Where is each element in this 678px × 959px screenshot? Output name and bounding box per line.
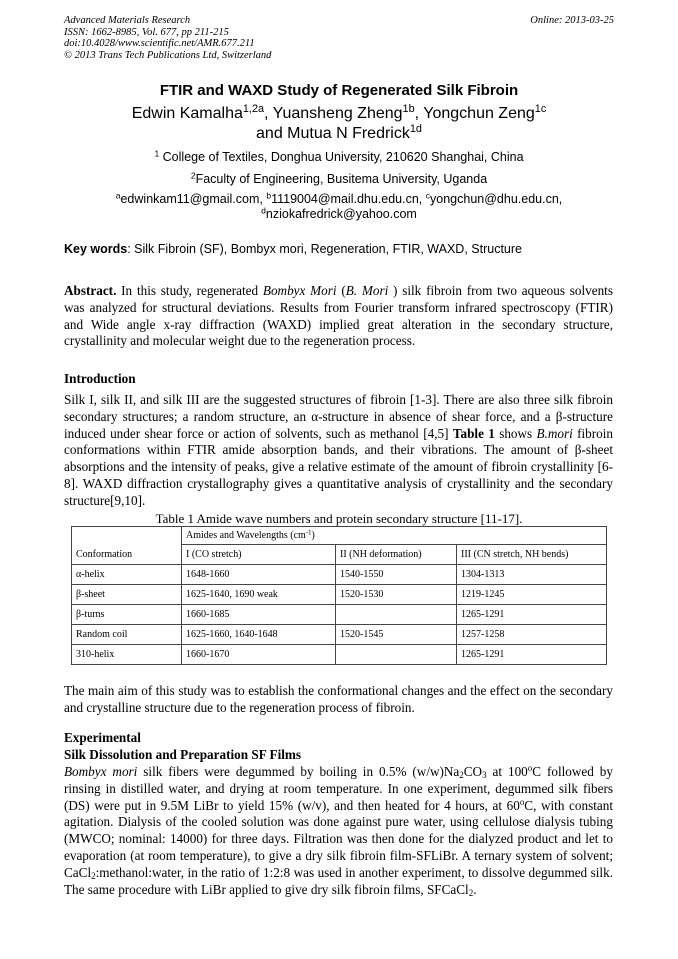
keywords — [64, 242, 624, 256]
email-address: yongchun@dhu.edu.cn, — [430, 192, 563, 206]
table-cell — [336, 645, 457, 665]
table-header-cell: II (NH deformation) — [336, 545, 457, 565]
table-header-row — [72, 527, 607, 545]
table-cell: Random coil — [72, 625, 182, 645]
email-sup: b — [266, 190, 272, 201]
table-row — [72, 625, 607, 645]
exp-subscript: 2 — [91, 870, 96, 881]
table-row — [72, 585, 607, 605]
author-name: Yuansheng Zheng — [272, 105, 403, 122]
exp-superscript: o — [519, 796, 525, 807]
email-sup: c — [425, 190, 431, 201]
copyright-line: © 2013 Trans Tech Publications Ltd, Switzerland — [64, 49, 272, 61]
table-cell: 1520-1545 — [336, 625, 457, 645]
section-heading-experimental: Experimental — [64, 730, 141, 745]
section-heading-introduction: Introduction — [64, 371, 136, 386]
author-separator: , — [264, 105, 273, 122]
keywords-label: Key words — [64, 242, 128, 256]
table-header-text: ) — [311, 530, 315, 541]
table-cell: 1540-1550 — [336, 565, 457, 585]
author-name: Edwin Kamalha — [131, 105, 243, 122]
intro-table-ref: Table 1 — [452, 425, 495, 441]
author-affil-sup: 1c — [534, 103, 547, 116]
table-header-cell: I (CO stretch) — [182, 545, 336, 565]
table-cell: 1304-1313 — [457, 565, 607, 585]
table-header-sup: -1 — [305, 529, 312, 537]
experimental-paragraph — [64, 764, 613, 898]
table-cell: β-turns — [72, 605, 182, 625]
intro-text: fibroin conformations within FTIR amide absorption bands, and their vibrations. The amount of β-sheet absorptions and the intensity of peaks, give a relative estimate of the amount of fibroin crystallinity [6-8]. WAXD diffraction crystallography gives a quantitative analysis of crystallinity and the secondary structure[9,10]. — [64, 425, 613, 508]
table-cell: 1660-1685 — [182, 605, 336, 625]
abstract-paragraph — [64, 283, 613, 350]
author-affil-sup: 1d — [409, 123, 422, 136]
table-cell: 1265-1291 — [457, 645, 607, 665]
exp-text: C, with constant agitation. Dialysis of the cooled solution was done against pure water, using cellulose dialysis tubing (MWCO; nominal: 14000) for three days. Filtration was then done for the dialyzed product and let to evaporation (at room temperature), to give a dry silk fibroin film-SFLiBr. A ternary system of solvent; CaCl — [64, 797, 613, 880]
table-cell: 1257-1258 — [457, 625, 607, 645]
abstract-italic: B. Mori — [345, 283, 389, 298]
exp-text: CO — [463, 764, 483, 779]
email-sup: d — [261, 205, 266, 216]
exp-text: :methanol:water, in the ratio of 1:2:8 was used in another experiment, to dissolve degummed silk. The same procedure with LiBr applied to give dry silk fibroin films, SFCaCl — [64, 864, 613, 897]
abstract-italic: Bombyx Mori — [262, 283, 337, 298]
email-sup: a — [115, 190, 121, 201]
table-row — [72, 645, 607, 665]
intro-text: shows — [494, 425, 537, 441]
table-row — [72, 605, 607, 625]
subsection-heading-silk-dissolution: Silk Dissolution and Preparation SF Films — [64, 747, 302, 762]
affiliation-text: College of Textiles, Donghua University, 210620 Shanghai, China — [162, 150, 524, 164]
email-address: nziokafredrick@yahoo.com — [265, 207, 417, 221]
email-list — [40, 192, 638, 222]
table-cell: 1520-1530 — [336, 585, 457, 605]
table-caption: Table 1 Amide wave numbers and protein secondary structure [11-17]. — [155, 511, 523, 526]
aim-paragraph: The main aim of this study was to establish the conformational changes and the effect on the secondary and crystalline structure due to the regeneration process of fibroin. — [64, 683, 613, 715]
exp-subscript: 2 — [468, 887, 474, 898]
affiliation-sup: 1 — [154, 148, 160, 159]
affiliation-text: Faculty of Engineering, Busitema University, Uganda — [195, 172, 488, 186]
table-cell: 1660-1670 — [182, 645, 336, 665]
exp-superscript: o — [527, 763, 533, 774]
online-date: Online: 2013-03-25 — [530, 15, 614, 26]
issn-line: ISSN: 1662-8985, Vol. 677, pp 211-215 — [64, 26, 229, 38]
affiliation-sup: 2 — [190, 170, 196, 181]
paper-title: FTIR and WAXD Study of Regenerated Silk Fibroin — [159, 82, 519, 99]
author-separator: , — [414, 105, 424, 122]
table-row — [72, 565, 607, 585]
table-header-group — [182, 527, 607, 545]
table-cell: 1625-1660, 1640-1648 — [182, 625, 336, 645]
table-cell: 1265-1291 — [457, 605, 607, 625]
introduction-paragraph — [64, 392, 613, 510]
intro-italic: B.mori — [536, 425, 573, 441]
exp-text: silk fibers were degummed by boiling in 0.5% (w/w)Na — [137, 764, 460, 779]
email-address: 1119004@mail.dhu.edu.cn, — [271, 192, 426, 206]
exp-text: at 100 — [486, 764, 528, 779]
table-header-text: Amides and Wavelengths (cm — [186, 530, 306, 541]
author-name: Mutua N Fredrick — [287, 125, 410, 142]
exp-subscript: 3 — [482, 769, 487, 780]
email-address: edwinkam11@gmail.com, — [120, 192, 267, 206]
doi-line: doi:10.4028/www.scientific.net/AMR.677.211 — [64, 38, 255, 49]
table-cell: 1625-1640, 1690 weak — [182, 585, 336, 605]
table-cell: 1219-1245 — [457, 585, 607, 605]
author-name: Yongchun Zeng — [423, 105, 535, 122]
journal-header — [64, 15, 271, 61]
author-list — [60, 104, 618, 144]
author-affil-sup: 1b — [402, 103, 415, 116]
keywords-text: : Silk Fibroin (SF), Bombyx mori, Regeneration, FTIR, WAXD, Structure — [127, 242, 522, 256]
affiliation-2 — [40, 172, 638, 187]
journal-name: Advanced Materials Research — [64, 15, 191, 26]
exp-text: . — [473, 881, 477, 897]
table-cell: β-sheet — [72, 585, 182, 605]
table-cell: 1648-1660 — [182, 565, 336, 585]
amide-table — [71, 526, 607, 665]
abstract-text: ( — [336, 283, 346, 298]
table-cell: α-helix — [72, 565, 182, 585]
exp-subscript: 2 — [459, 769, 464, 780]
abstract-text: In this study, regenerated — [116, 283, 263, 298]
abstract-label: Abstract. — [64, 283, 117, 298]
exp-italic: Bombyx mori — [64, 764, 138, 779]
exp-text: C followed by rinsing in distilled water, and drying at room temperature. In one experiment, degummed silk fibers (DS) were put in 9.5M LiBr to yield 15% (w/v), and then heated for 4 hours, at 60 — [64, 764, 613, 813]
table-header-cell: Conformation — [72, 527, 182, 565]
table-header-cell: III (CN stretch, NH bends) — [457, 545, 607, 565]
affiliation-1 — [40, 150, 638, 165]
intro-text: Silk I, silk II, and silk III are the suggested structures of fibroin [1-3]. There are also three silk fibroin secondary structures; a random structure, an α-structure in absence of shear force, and a β-structure induced under shear force or action of solvents, such as methanol [4,5] — [64, 392, 613, 441]
table-cell — [336, 605, 457, 625]
abstract-text: ) silk fibroin from two aqueous solvents was analyzed for structural deviations. Results from Fourier transform infrared spectroscopy (FTIR) and Wide angle x-ray diffraction (WAXD) implied great alteration in the secondary structure, crystallinity and molecular weight due to the regeneration process. — [64, 283, 613, 349]
author-affil-sup: 1,2a — [242, 103, 265, 116]
author-and: and — [256, 125, 288, 142]
table-cell: 310-helix — [72, 645, 182, 665]
